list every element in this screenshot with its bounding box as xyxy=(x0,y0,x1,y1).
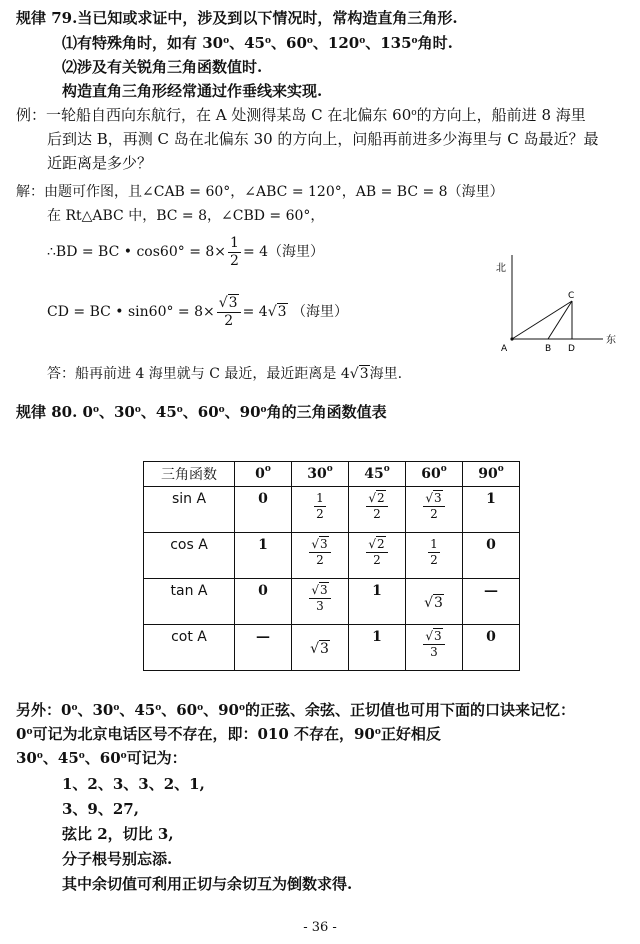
label-b: B xyxy=(545,344,552,354)
segment-ac xyxy=(512,301,572,339)
cot-0: — xyxy=(235,625,292,671)
cot-30: √3 xyxy=(292,625,349,671)
table-row-cot xyxy=(144,625,520,671)
sin-45: $\frac{√2}{2}$ xyxy=(349,487,406,533)
notes-line7: 分子根号别忘添. xyxy=(62,850,173,868)
row-label-cot: cot A xyxy=(144,625,235,671)
solution-answer: 答：船再前进 4 海里就与 C 最近，最近距离是 4√3海里. xyxy=(47,366,403,382)
cos-30: $\frac{√3}{2}$ xyxy=(292,533,349,579)
tan-0: 0 xyxy=(235,579,292,625)
tan-60: √3 xyxy=(406,579,463,625)
header-90: 90$^o$ xyxy=(463,462,520,487)
sin-30: $\frac{1}{2}$ xyxy=(292,487,349,533)
cos-0: 1 xyxy=(235,533,292,579)
point-a xyxy=(510,337,513,340)
solution-line1: 解：由题可作图，且∠CAB = 60°，∠ABC = 120°，AB = BC = 8（海里） xyxy=(16,184,504,200)
table-row-cos xyxy=(144,533,520,579)
rule79-item3: 构造直角三角形经常通过作垂线来实现. xyxy=(62,82,323,100)
tan-45: 1 xyxy=(349,579,406,625)
segment-bc xyxy=(548,301,572,339)
header-60: 60$^o$ xyxy=(406,462,463,487)
tan-30: $\frac{√3}{3}$ xyxy=(292,579,349,625)
header-0: 0$^o$ xyxy=(235,462,292,487)
rule79-item2: ⑵涉及有关锐角三角函数值时. xyxy=(62,58,263,76)
solution-line2: 在 Rt△ABC 中，BC = 8，∠CBD = 60°， xyxy=(47,208,325,224)
notes-line3: 30$^o$、45$^o$、60$^o$可记为： xyxy=(16,749,187,767)
example-line2: 后到达 B，再测 C 岛在北偏东 30 的方向上，问船再前进多少海里与 C 岛最近？最 xyxy=(47,130,599,148)
direction-figure xyxy=(488,255,628,355)
fraction-half: $\frac{1}{2}$ xyxy=(230,234,239,269)
cos-60: $\frac{1}{2}$ xyxy=(406,533,463,579)
rule80-title: 规律 80. 0$^o$、30$^o$、45$^o$、60$^o$、90$^o$角的三角函数值表 xyxy=(16,403,387,421)
table-row-sin xyxy=(144,487,520,533)
cos-45: $\frac{√2}{2}$ xyxy=(349,533,406,579)
notes-line6: 弦比 2，切比 3, xyxy=(62,825,174,843)
fraction-sqrt3-over-2: $\frac{√3}{2}$ xyxy=(217,295,241,330)
cos-90: 0 xyxy=(463,533,520,579)
notes-line1: 另外：0$^o$、30$^o$、45$^o$、60$^o$、90$^o$的正弦、余弦、正切值也可用下面的口诀来记忆： xyxy=(16,701,576,719)
example-line3: 近距离是多少？ xyxy=(47,154,153,172)
sin-90: 1 xyxy=(463,487,520,533)
solution-cd: CD = BC • sin60° = 8× $\frac{√3}{2}$ = 4√3 （海里） xyxy=(47,294,348,329)
example-line1: 例：一轮船自西向东航行，在 A 处测得某岛 C 在北偏东 60$^o$的方向上，船前进 8 海里 xyxy=(16,106,586,124)
label-north: 北 xyxy=(496,263,506,274)
header-function: 三角函数 xyxy=(144,462,235,487)
label-a: A xyxy=(501,344,508,354)
trig-table xyxy=(143,461,520,671)
notes-line2: 0$^o$可记为北京电话区号不存在，即：010 不存在，90$^o$正好相反 xyxy=(16,725,441,743)
row-label-sin: sin A xyxy=(144,487,235,533)
sin-60: $\frac{√3}{2}$ xyxy=(406,487,463,533)
table-row-tan xyxy=(144,579,520,625)
cot-90: 0 xyxy=(463,625,520,671)
cot-60: $\frac{√3}{3}$ xyxy=(406,625,463,671)
cot-45: 1 xyxy=(349,625,406,671)
sin-0: 0 xyxy=(235,487,292,533)
rule79-title: 规律 79.当已知或求证中，涉及到以下情况时，常构造直角三角形. xyxy=(16,9,458,27)
page-number: - 36 - xyxy=(303,920,337,935)
label-d: D xyxy=(568,344,575,354)
tan-90: — xyxy=(463,579,520,625)
notes-line8: 其中余切值可利用正切与余切互为倒数求得. xyxy=(62,875,353,893)
rule79-item1: ⑴有特殊角时，如有 30$^o$、45$^o$、60$^o$、120$^o$、135$^o$角时. xyxy=(62,34,453,52)
header-45: 45$^o$ xyxy=(349,462,406,487)
notes-line4: 1、2、3、3、2、1, xyxy=(62,775,205,793)
notes-line5: 3、9、27, xyxy=(62,800,139,818)
row-label-tan: tan A xyxy=(144,579,235,625)
row-label-cos: cos A xyxy=(144,533,235,579)
label-east: 东 xyxy=(606,335,616,346)
table-header-row xyxy=(144,462,520,487)
header-30: 30$^o$ xyxy=(292,462,349,487)
solution-bd: ∴BD = BC • cos60° = 8× $\frac{1}{2}$ = 4（海里） xyxy=(47,234,325,269)
label-c: C xyxy=(568,291,575,301)
